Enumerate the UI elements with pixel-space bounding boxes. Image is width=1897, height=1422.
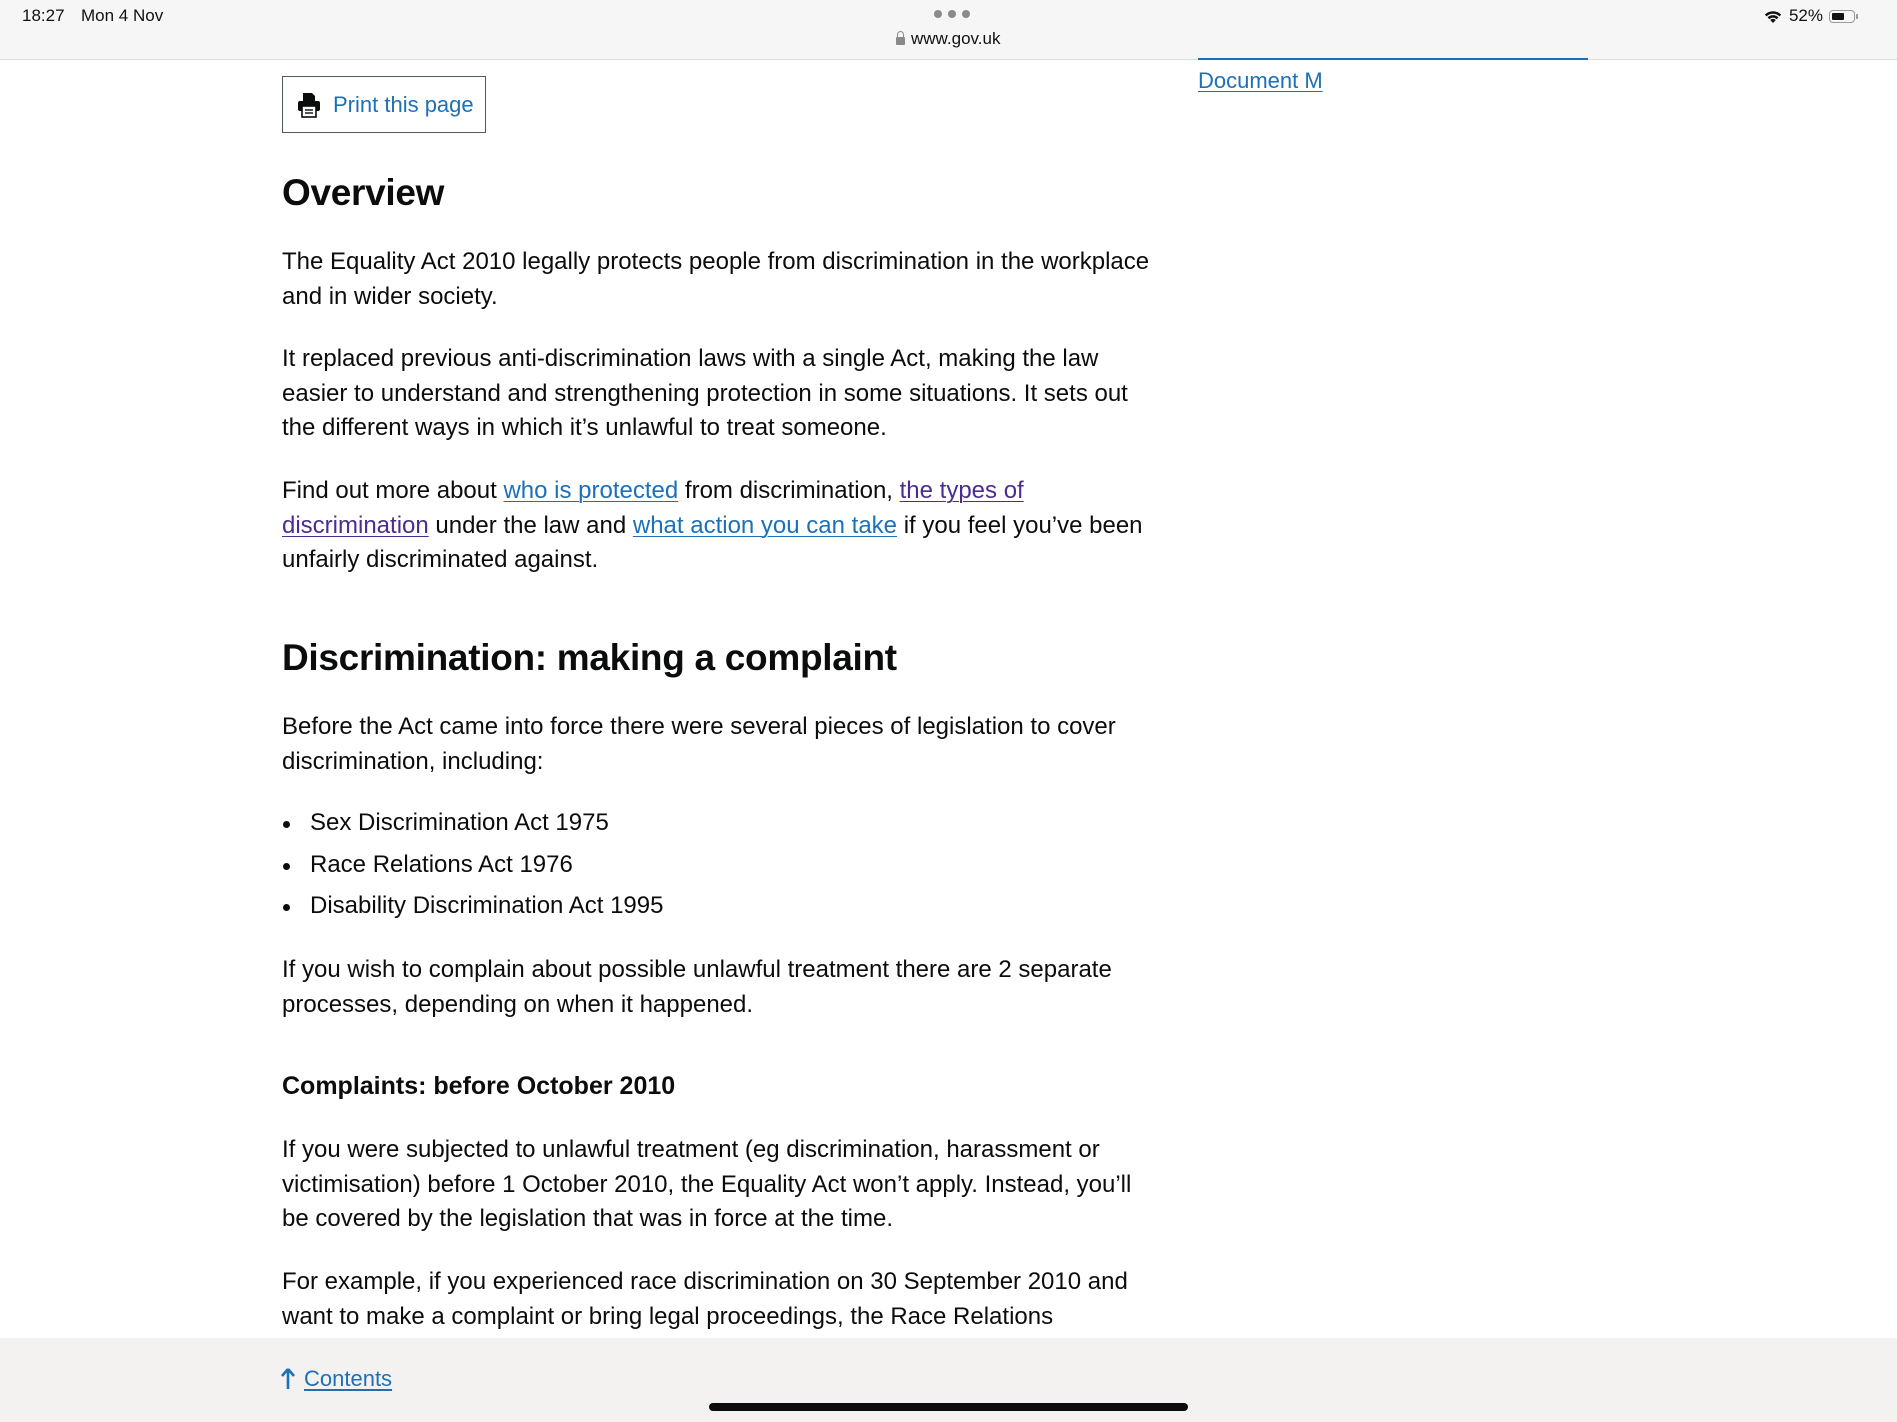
wifi-icon — [1763, 9, 1783, 24]
home-indicator[interactable] — [709, 1403, 1188, 1411]
contents-label: Contents — [304, 1366, 393, 1391]
text: if you feel you’ve been unfairly discriminated against. — [282, 511, 1143, 574]
complaint-heading: Discrimination: making a complaint — [282, 637, 897, 678]
printer-icon — [297, 92, 321, 118]
overview-paragraph-2: It replaced previous anti-discrimination laws with a single Act, making the law easier to understand and strengthening protection in some situations. It sets out the different ways in which it’s unlawful to treat someone. — [282, 345, 1128, 442]
battery-icon — [1829, 10, 1855, 23]
legislation-list — [282, 806, 663, 931]
battery-percent: 52% — [1788, 6, 1823, 25]
sidebar-previous-link-underline — [1198, 58, 1588, 60]
status-time: 18:27 — [22, 6, 65, 25]
ios-status-bar — [0, 0, 1897, 60]
back-to-contents-link[interactable] — [280, 1366, 392, 1392]
complaint-paragraph-1: Before the Act came into force there were several pieces of legislation to cover discrimination, including: — [282, 713, 1116, 775]
overview-heading: Overview — [282, 172, 445, 213]
complaint-paragraph-2: If you wish to complain about possible unlawful treatment there are 2 separate processes, depending on when it happened. — [282, 956, 1112, 1018]
url-text: www.gov.uk — [911, 29, 1001, 48]
complaints-before-2010-heading: Complaints: before October 2010 — [282, 1072, 676, 1100]
complaint-paragraph-3: If you were subjected to unlawful treatment (eg discrimination, harassment or victimisation) before 1 October 2010, the Equality Act won’t apply. Instead, you’ll be covered by the legislation that was in force at the time. — [282, 1136, 1132, 1233]
status-date: Mon 4 Nov — [81, 6, 164, 25]
sidebar-link-document-m[interactable]: Document M — [1198, 68, 1323, 93]
arrow-up-icon — [280, 1367, 296, 1391]
overview-paragraph-3 — [282, 474, 1162, 578]
link-what-action-you-can-take[interactable]: what action you can take — [632, 511, 898, 539]
print-page-label: Print this page — [333, 91, 474, 117]
text: from discrimination, — [678, 477, 900, 504]
complaint-paragraph-4: For example, if you experienced race discrimination on 30 September 2010 and want to make a complaint or bring legal proceedings, the Race Relations — [282, 1268, 1128, 1330]
link-types-of-discrimination[interactable]: the types of discrimination — [282, 477, 1024, 539]
list-item: Disability Discrimination Act 1995 — [282, 889, 663, 931]
text: Find out more about — [282, 477, 504, 504]
list-item: Sex Discrimination Act 1975 — [282, 806, 663, 848]
lock-icon — [896, 37, 905, 45]
text: under the law and — [428, 511, 633, 539]
list-item: Race Relations Act 1976 — [282, 848, 663, 890]
print-page-button[interactable] — [282, 76, 486, 133]
overview-paragraph-1: The Equality Act 2010 legally protects people from discrimination in the workplace and in wider society. — [282, 248, 1150, 310]
address-bar[interactable] — [896, 29, 1000, 49]
more-dots-icon[interactable] — [934, 10, 970, 18]
link-who-is-protected[interactable]: who is protected — [503, 477, 679, 504]
status-right — [1763, 6, 1855, 26]
